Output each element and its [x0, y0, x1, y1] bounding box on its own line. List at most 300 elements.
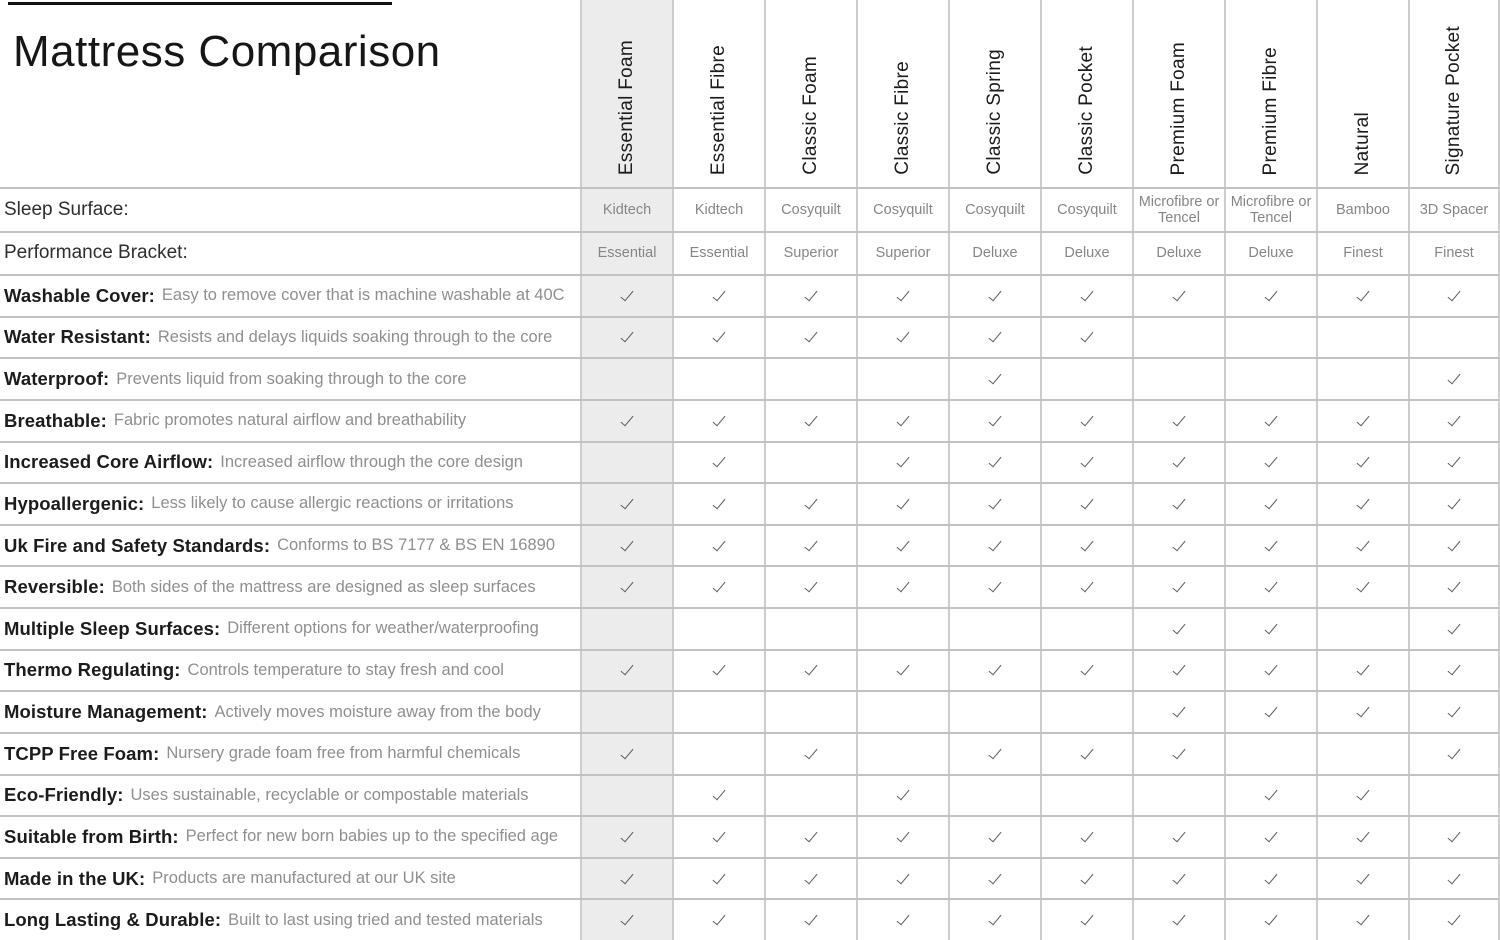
check-icon	[1081, 829, 1094, 843]
cell-checked	[672, 776, 764, 816]
check-icon	[989, 745, 1002, 759]
check-icon	[1448, 829, 1461, 843]
cell-checked	[1316, 526, 1408, 566]
cell-checked	[672, 318, 764, 358]
cell-checked	[1040, 401, 1132, 441]
cell-value: Kidtech	[672, 189, 764, 231]
cell-checked	[1040, 318, 1132, 358]
cell-checked	[1408, 734, 1500, 774]
row-description: Prevents liquid from soaking through to the core	[116, 369, 467, 388]
cell-checked	[1040, 734, 1132, 774]
cell-value: Cosyquilt	[948, 189, 1040, 231]
cell-empty	[1040, 692, 1132, 732]
check-icon	[897, 829, 910, 843]
row-label: Waterproof:	[4, 368, 110, 390]
cell-checked	[1040, 443, 1132, 483]
cell-checked	[948, 526, 1040, 566]
check-icon	[621, 412, 634, 426]
cell-value: Microfibre or Tencel	[1224, 189, 1316, 231]
cell-checked	[764, 651, 856, 691]
row-label-cell	[0, 692, 580, 732]
column-header-label: Premium Fibre	[1260, 46, 1281, 175]
cell-checked	[672, 900, 764, 940]
check-icon	[1173, 454, 1186, 468]
check-icon	[1265, 537, 1278, 551]
check-icon	[621, 579, 634, 593]
column-header-label: Classic Fibre	[892, 61, 913, 175]
column-header-natural	[1316, 0, 1408, 187]
row-description: Controls temperature to stay fresh and cool	[187, 660, 504, 679]
row-label: Eco-Friendly:	[4, 784, 124, 806]
row-reversible	[0, 565, 1500, 607]
cell-value: Microfibre or Tencel	[1132, 189, 1224, 231]
cell-checked	[764, 734, 856, 774]
row-label: Sleep Surface:	[4, 198, 129, 220]
cell-checked	[672, 526, 764, 566]
cell-checked	[856, 526, 948, 566]
cell-checked	[764, 817, 856, 857]
row-description: Both sides of the mattress are designed as sleep surfaces	[111, 577, 536, 596]
row-label-cell	[0, 318, 580, 358]
cell-checked	[580, 401, 672, 441]
cell-checked	[1408, 484, 1500, 524]
check-icon	[989, 579, 1002, 593]
row-label: Water Resistant:	[4, 326, 151, 348]
check-icon	[897, 454, 910, 468]
cell-checked	[1040, 651, 1132, 691]
row-description: Perfect for new born babies up to the specified age	[185, 827, 559, 846]
check-icon	[805, 912, 818, 926]
cell-checked	[1224, 651, 1316, 691]
cell-value: Finest	[1408, 233, 1500, 275]
row-label-cell	[0, 233, 580, 275]
cell-checked	[764, 526, 856, 566]
column-header-classic-spring	[948, 0, 1040, 187]
row-increased-core-airflow	[0, 441, 1500, 483]
row-description: Conforms to BS 7177 & BS EN 16890	[277, 536, 555, 555]
cell-checked	[1224, 776, 1316, 816]
cell-checked	[948, 443, 1040, 483]
check-icon	[621, 662, 634, 676]
cell-checked	[1132, 401, 1224, 441]
column-header-label: Premium Foam	[1168, 41, 1189, 175]
cell-checked	[672, 276, 764, 316]
check-icon	[1173, 829, 1186, 843]
row-label-cell	[0, 189, 580, 231]
check-icon	[805, 829, 818, 843]
cell-checked	[764, 318, 856, 358]
row-breathable	[0, 399, 1500, 441]
check-icon	[1265, 662, 1278, 676]
cell-value: Finest	[1316, 233, 1408, 275]
check-icon	[1448, 870, 1461, 884]
cell-checked	[580, 318, 672, 358]
cell-checked	[580, 526, 672, 566]
check-icon	[1448, 496, 1461, 510]
check-icon	[621, 287, 634, 301]
cell-checked	[1408, 609, 1500, 649]
check-icon	[805, 537, 818, 551]
row-label-cell	[0, 443, 580, 483]
cell-empty	[1316, 318, 1408, 358]
check-icon	[897, 662, 910, 676]
cell-checked	[764, 276, 856, 316]
cell-empty	[1408, 776, 1500, 816]
check-icon	[1265, 287, 1278, 301]
cell-checked	[948, 817, 1040, 857]
cell-empty	[672, 359, 764, 399]
row-label-cell	[0, 276, 580, 316]
cell-checked	[1224, 567, 1316, 607]
check-icon	[1448, 662, 1461, 676]
row-multiple-sleep-surfaces	[0, 607, 1500, 649]
cell-empty	[1408, 318, 1500, 358]
cell-checked	[1408, 900, 1500, 940]
check-icon	[989, 662, 1002, 676]
check-icon	[1357, 412, 1370, 426]
cell-empty	[580, 776, 672, 816]
row-label-cell	[0, 609, 580, 649]
column-header-label: Natural	[1352, 111, 1373, 175]
column-header-premium-fibre	[1224, 0, 1316, 187]
check-icon	[1448, 620, 1461, 634]
check-icon	[897, 537, 910, 551]
cell-checked	[1224, 692, 1316, 732]
cell-checked	[580, 734, 672, 774]
check-icon	[1081, 662, 1094, 676]
cell-empty	[856, 692, 948, 732]
cell-checked	[1316, 776, 1408, 816]
check-icon	[1081, 287, 1094, 301]
column-header-label: Essential Fibre	[708, 44, 729, 175]
check-icon	[713, 579, 726, 593]
check-icon	[1081, 912, 1094, 926]
cell-value: Cosyquilt	[856, 189, 948, 231]
check-icon	[1173, 912, 1186, 926]
cell-checked	[1132, 734, 1224, 774]
row-label: Suitable from Birth:	[4, 825, 179, 847]
cell-empty	[856, 609, 948, 649]
column-header-label: Signature Pocket	[1443, 25, 1464, 175]
check-icon	[713, 787, 726, 801]
check-icon	[1357, 829, 1370, 843]
check-icon	[1448, 454, 1461, 468]
row-label: Breathable:	[4, 409, 107, 431]
column-header-essential-fibre	[672, 0, 764, 187]
row-water-resistant	[0, 316, 1500, 358]
cell-checked	[1224, 609, 1316, 649]
cell-value: Deluxe	[1040, 233, 1132, 275]
row-description: Resists and delays liquids soaking through to the core	[157, 327, 553, 346]
cell-empty	[672, 734, 764, 774]
cell-checked	[1132, 900, 1224, 940]
check-icon	[1448, 537, 1461, 551]
cell-checked	[764, 484, 856, 524]
check-icon	[1357, 537, 1370, 551]
check-icon	[989, 870, 1002, 884]
cell-checked	[948, 900, 1040, 940]
check-icon	[805, 662, 818, 676]
row-washable-cover	[0, 274, 1500, 316]
cell-checked	[1040, 484, 1132, 524]
check-icon	[1081, 412, 1094, 426]
cell-checked	[764, 900, 856, 940]
cell-empty	[672, 692, 764, 732]
row-description: Increased airflow through the core design	[220, 452, 523, 471]
column-header-label: Essential Foam	[616, 39, 637, 175]
check-icon	[1357, 287, 1370, 301]
cell-empty	[764, 692, 856, 732]
cell-empty	[764, 359, 856, 399]
row-description: Products are manufactured at our UK site	[152, 869, 456, 888]
cell-checked	[1132, 859, 1224, 899]
cell-checked	[580, 859, 672, 899]
cell-checked	[580, 484, 672, 524]
cell-checked	[948, 318, 1040, 358]
check-icon	[805, 579, 818, 593]
row-description: Fabric promotes natural airflow and breathability	[113, 411, 467, 430]
cell-checked	[856, 900, 948, 940]
cell-value: Deluxe	[1224, 233, 1316, 275]
cell-checked	[1040, 900, 1132, 940]
check-icon	[989, 537, 1002, 551]
row-label: Hypoallergenic:	[4, 492, 145, 514]
cell-value: Superior	[856, 233, 948, 275]
row-label: Moisture Management:	[4, 701, 208, 723]
check-icon	[1173, 662, 1186, 676]
cell-empty	[1316, 359, 1408, 399]
row-description: Uses sustainable, recyclable or compostable materials	[130, 785, 529, 804]
cell-checked	[580, 651, 672, 691]
cell-empty	[1040, 776, 1132, 816]
check-icon	[1173, 704, 1186, 718]
row-uk-fire-and-safety-standards	[0, 524, 1500, 566]
check-icon	[989, 287, 1002, 301]
column-header-label: Classic Pocket	[1076, 46, 1097, 175]
check-icon	[713, 496, 726, 510]
cell-checked	[580, 276, 672, 316]
check-icon	[1265, 454, 1278, 468]
cell-checked	[1408, 567, 1500, 607]
row-label: TCPP Free Foam:	[4, 742, 160, 764]
check-icon	[897, 412, 910, 426]
check-icon	[989, 371, 1002, 385]
cell-checked	[1316, 651, 1408, 691]
row-tcpp-free-foam	[0, 732, 1500, 774]
check-icon	[897, 787, 910, 801]
column-header-label: Classic Spring	[984, 49, 1005, 175]
cell-checked	[1224, 526, 1316, 566]
check-icon	[1265, 912, 1278, 926]
cell-checked	[856, 484, 948, 524]
check-icon	[989, 454, 1002, 468]
row-label: Uk Fire and Safety Standards:	[4, 534, 271, 556]
row-label-cell	[0, 734, 580, 774]
row-label: Multiple Sleep Surfaces:	[4, 617, 221, 639]
check-icon	[1265, 829, 1278, 843]
check-icon	[1357, 579, 1370, 593]
cell-checked	[948, 651, 1040, 691]
cell-checked	[672, 651, 764, 691]
row-label: Made in the UK:	[4, 867, 146, 889]
row-label-cell	[0, 401, 580, 441]
cell-checked	[1040, 817, 1132, 857]
cell-empty	[1132, 318, 1224, 358]
row-label-cell	[0, 900, 580, 940]
row-label-cell	[0, 526, 580, 566]
cell-checked	[1132, 526, 1224, 566]
title-cell	[0, 0, 580, 187]
check-icon	[1448, 912, 1461, 926]
cell-checked	[1316, 401, 1408, 441]
cell-empty	[1316, 609, 1408, 649]
top-rule-divider	[8, 2, 392, 5]
check-icon	[1173, 537, 1186, 551]
check-icon	[713, 829, 726, 843]
cell-checked	[856, 817, 948, 857]
check-icon	[1173, 287, 1186, 301]
cell-checked	[764, 401, 856, 441]
cell-checked	[1408, 401, 1500, 441]
cell-checked	[1408, 692, 1500, 732]
check-icon	[713, 537, 726, 551]
cell-checked	[948, 401, 1040, 441]
cell-value: Cosyquilt	[764, 189, 856, 231]
check-icon	[897, 496, 910, 510]
cell-empty	[948, 692, 1040, 732]
check-icon	[805, 745, 818, 759]
cell-value: Deluxe	[1132, 233, 1224, 275]
cell-checked	[1408, 817, 1500, 857]
cell-empty	[948, 776, 1040, 816]
check-icon	[713, 662, 726, 676]
check-icon	[1448, 412, 1461, 426]
check-icon	[713, 454, 726, 468]
column-header-classic-pocket	[1040, 0, 1132, 187]
cell-checked	[1316, 567, 1408, 607]
cell-empty	[764, 443, 856, 483]
check-icon	[713, 912, 726, 926]
cell-empty	[1224, 734, 1316, 774]
cell-empty	[764, 776, 856, 816]
cell-empty	[580, 609, 672, 649]
check-icon	[1357, 496, 1370, 510]
cell-empty	[580, 692, 672, 732]
cell-checked	[580, 900, 672, 940]
row-label-cell	[0, 817, 580, 857]
row-label-cell	[0, 859, 580, 899]
cell-empty	[1132, 359, 1224, 399]
cell-checked	[672, 817, 764, 857]
cell-checked	[1408, 859, 1500, 899]
cell-checked	[1040, 276, 1132, 316]
cell-checked	[1408, 276, 1500, 316]
check-icon	[805, 412, 818, 426]
cell-empty	[1316, 734, 1408, 774]
check-icon	[1265, 787, 1278, 801]
column-header-signature-pocket	[1408, 0, 1500, 187]
cell-checked	[672, 484, 764, 524]
cell-checked	[856, 276, 948, 316]
row-description: Actively moves moisture away from the body	[214, 702, 541, 721]
check-icon	[1357, 912, 1370, 926]
cell-checked	[856, 443, 948, 483]
check-icon	[989, 412, 1002, 426]
check-icon	[1081, 329, 1094, 343]
check-icon	[621, 829, 634, 843]
cell-checked	[948, 734, 1040, 774]
row-description: Nursery grade foam free from harmful chemicals	[166, 744, 521, 763]
check-icon	[1081, 454, 1094, 468]
check-icon	[713, 287, 726, 301]
check-icon	[1173, 620, 1186, 634]
check-icon	[713, 412, 726, 426]
cell-checked	[1408, 526, 1500, 566]
check-icon	[1173, 496, 1186, 510]
cell-checked	[1316, 859, 1408, 899]
check-icon	[621, 870, 634, 884]
check-icon	[1357, 704, 1370, 718]
check-icon	[1081, 496, 1094, 510]
cell-checked	[1224, 276, 1316, 316]
check-icon	[1081, 537, 1094, 551]
cell-checked	[672, 401, 764, 441]
cell-checked	[856, 318, 948, 358]
check-icon	[1173, 579, 1186, 593]
check-icon	[1173, 870, 1186, 884]
check-icon	[989, 496, 1002, 510]
check-icon	[1265, 579, 1278, 593]
check-icon	[1448, 371, 1461, 385]
cell-empty	[1224, 359, 1316, 399]
cell-checked	[948, 859, 1040, 899]
check-icon	[1357, 870, 1370, 884]
cell-checked	[1224, 859, 1316, 899]
row-description: Less likely to cause allergic reactions or irritations	[151, 494, 514, 513]
check-icon	[989, 829, 1002, 843]
cell-checked	[1132, 651, 1224, 691]
cell-checked	[580, 817, 672, 857]
cell-checked	[856, 401, 948, 441]
cell-checked	[856, 859, 948, 899]
check-icon	[805, 329, 818, 343]
check-icon	[1265, 620, 1278, 634]
check-icon	[1081, 870, 1094, 884]
check-icon	[621, 912, 634, 926]
check-icon	[1173, 412, 1186, 426]
cell-checked	[948, 484, 1040, 524]
row-label: Reversible:	[4, 576, 105, 598]
check-icon	[989, 912, 1002, 926]
cell-value: Deluxe	[948, 233, 1040, 275]
cell-empty	[948, 609, 1040, 649]
row-moisture-management	[0, 690, 1500, 732]
cell-checked	[1408, 359, 1500, 399]
cell-checked	[580, 567, 672, 607]
cell-checked	[1224, 484, 1316, 524]
check-icon	[897, 870, 910, 884]
cell-checked	[1316, 900, 1408, 940]
row-description: Built to last using tried and tested materials	[228, 910, 543, 929]
cell-checked	[856, 651, 948, 691]
row-description: Different options for weather/waterproofing	[227, 619, 539, 638]
header-row	[0, 0, 1500, 187]
check-icon	[1448, 287, 1461, 301]
cell-checked	[1040, 567, 1132, 607]
check-icon	[621, 329, 634, 343]
check-icon	[713, 870, 726, 884]
row-sleep-surface	[0, 187, 1500, 231]
